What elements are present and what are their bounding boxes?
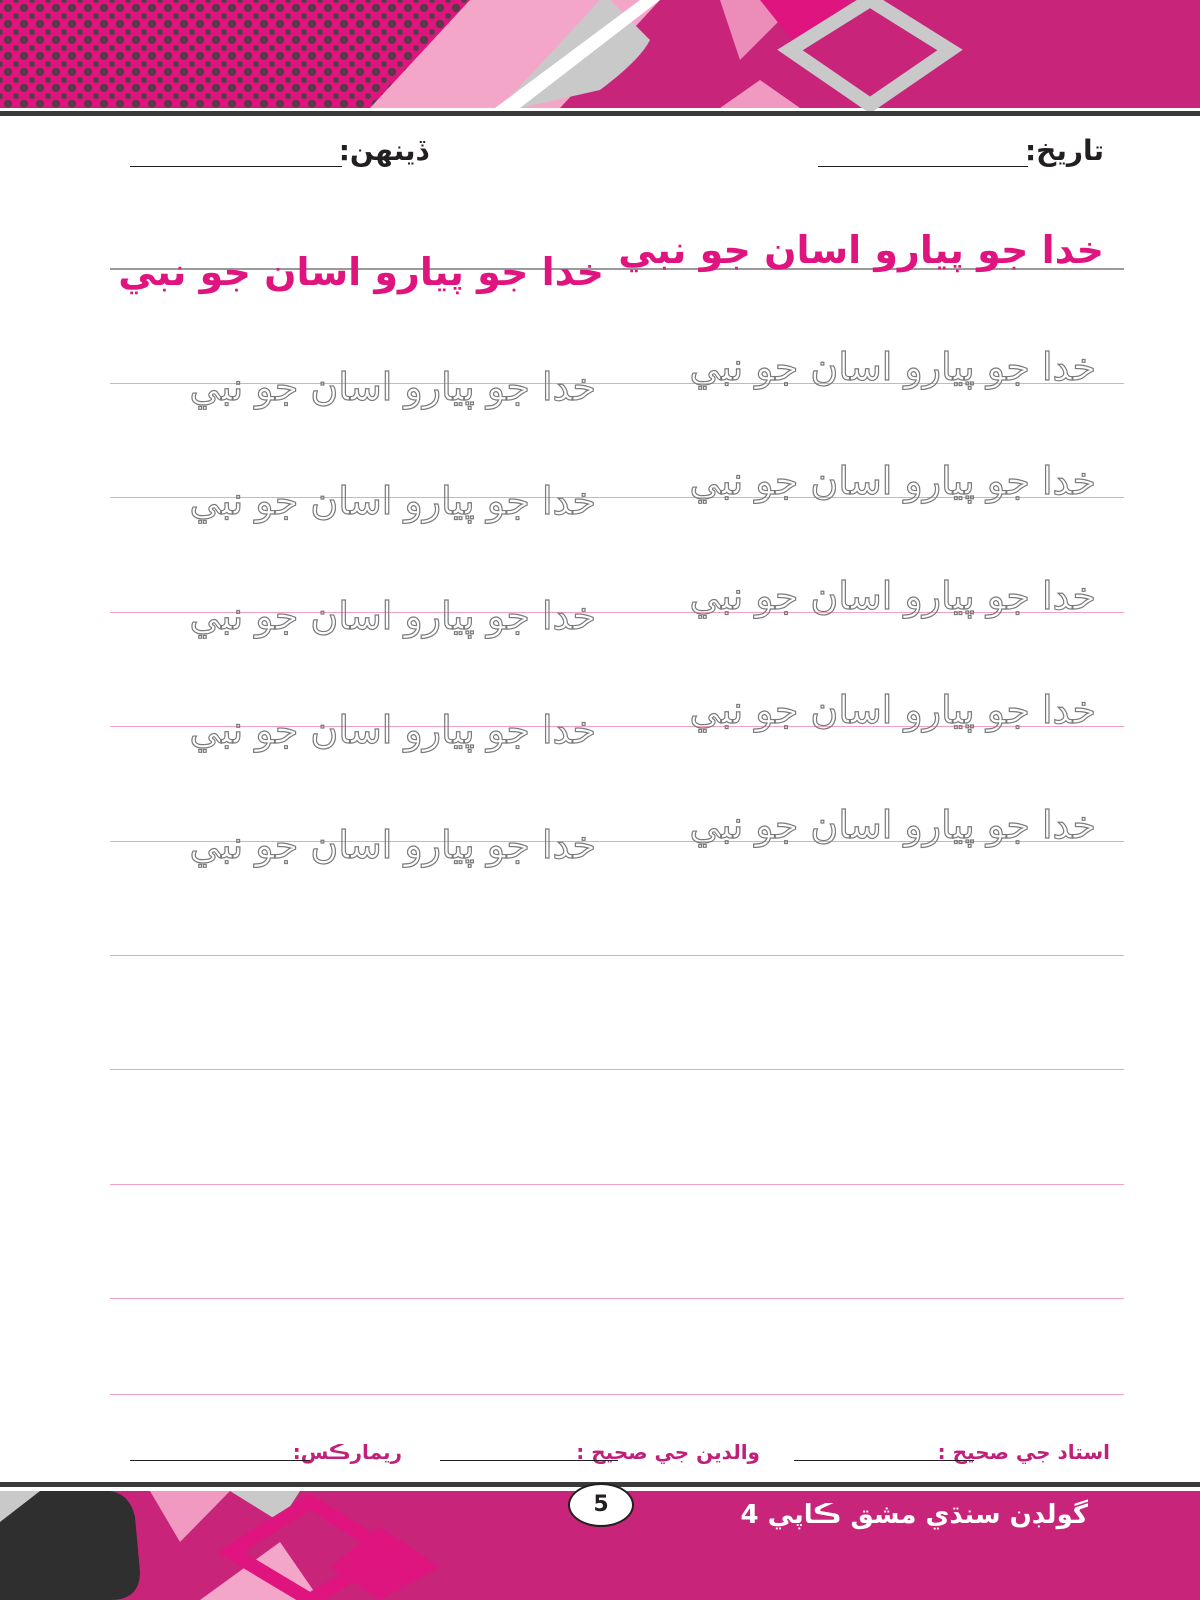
practice-line-5[interactable] bbox=[110, 1394, 1124, 1395]
day-label: ڏينهن: bbox=[338, 134, 428, 167]
header-banner bbox=[0, 0, 1200, 120]
remarks-line[interactable] bbox=[130, 1460, 310, 1461]
trace-phrase-1-left: خدا جو پيارو اسان جو نبي bbox=[189, 365, 596, 409]
parent-signature-line[interactable] bbox=[440, 1460, 618, 1461]
parent-signature-label: والدين جي صحيح : bbox=[576, 1440, 760, 1464]
model-phrase-right: خدا جو پيارو اسان جو نبي bbox=[618, 228, 1104, 272]
trace-phrase-3-right: خدا جو پيارو اسان جو نبي bbox=[689, 574, 1096, 618]
teacher-signature-label: استاد جي صحيح : bbox=[937, 1440, 1110, 1464]
practice-line-3[interactable] bbox=[110, 1184, 1124, 1185]
practice-line-2[interactable] bbox=[110, 1069, 1124, 1070]
date-label: تاريخ: bbox=[1024, 134, 1104, 167]
trace-phrase-2-left: خدا جو پيارو اسان جو نبي bbox=[189, 479, 596, 523]
teacher-signature-line[interactable] bbox=[794, 1460, 974, 1461]
trace-phrase-4-right: خدا جو پيارو اسان جو نبي bbox=[689, 688, 1096, 732]
practice-line-4[interactable] bbox=[110, 1298, 1124, 1299]
practice-line-1[interactable] bbox=[110, 955, 1124, 956]
remarks-label: ريمارڪس: bbox=[292, 1440, 402, 1464]
day-input-line[interactable] bbox=[130, 166, 342, 167]
trace-phrase-1-right: خدا جو پيارو اسان جو نبي bbox=[689, 345, 1096, 389]
trace-phrase-4-left: خدا جو پيارو اسان جو نبي bbox=[189, 708, 596, 752]
trace-phrase-3-left: خدا جو پيارو اسان جو نبي bbox=[189, 594, 596, 638]
model-phrase-left: خدا جو پيارو اسان جو نبي bbox=[118, 250, 604, 294]
trace-phrase-5-right: خدا جو پيارو اسان جو نبي bbox=[689, 803, 1096, 847]
date-input-line[interactable] bbox=[818, 166, 1028, 167]
trace-phrase-5-left: خدا جو پيارو اسان جو نبي bbox=[189, 823, 596, 867]
trace-phrase-2-right: خدا جو پيارو اسان جو نبي bbox=[689, 459, 1096, 503]
book-title: گولڊن سنڌي مشق ڪاپي 4 bbox=[740, 1500, 1088, 1530]
page-number: 5 bbox=[568, 1483, 634, 1527]
